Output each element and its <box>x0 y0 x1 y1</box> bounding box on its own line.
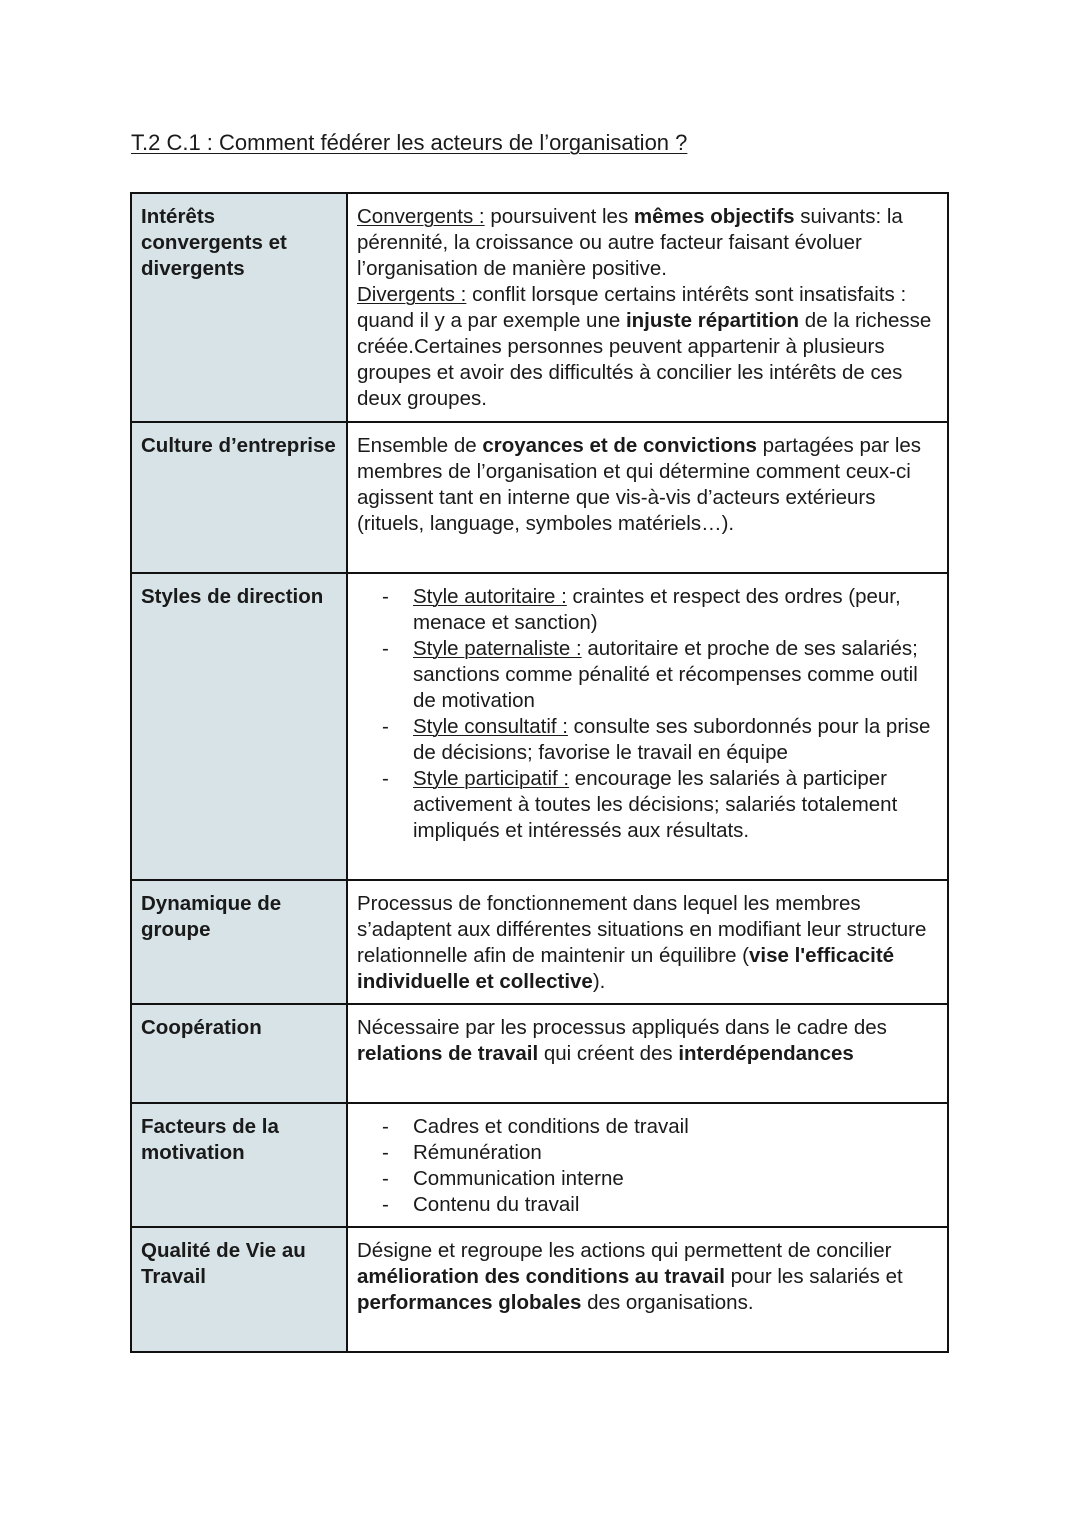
definition-cell <box>347 1103 948 1227</box>
definition-text: suivants: la pérennité, la croissance ou autre facteur faisant évoluer l’organisation de manière positive. <box>357 205 903 280</box>
definition-cell <box>347 422 948 573</box>
style-label: Style paternaliste : <box>413 637 582 660</box>
table-row <box>131 1004 948 1103</box>
definition-bold: performances globales <box>357 1291 582 1314</box>
style-text: consulte ses subordonnés pour la prise de décisions; favorise le travail en équipe <box>413 715 931 764</box>
style-text: craintes et respect des ordres (peur, menace et sanction) <box>413 585 901 634</box>
list-item: - Rémunération <box>413 1140 938 1166</box>
table-row <box>131 880 948 1004</box>
list-item: - Contenu du travail <box>413 1192 938 1218</box>
definition-text: Processus de fonctionnement dans lequel les membres s’adaptent aux différentes situations en modifiant leur structure relationnelle afin de maintenir un équilibre ( <box>357 892 927 967</box>
list-item: - Communication interne <box>413 1166 938 1192</box>
term-cell: Qualité de Vie au Travail <box>131 1227 347 1352</box>
table-row <box>131 1103 948 1227</box>
definition-text: des organisations. <box>581 1291 754 1314</box>
table-row <box>131 422 948 573</box>
definition-text: partagées par les membres de l’organisation et qui détermine comment ceux-ci agissent tant en interne que vis-à-vis d’acteurs extérieurs (rituels, language, symboles matériels…). <box>357 434 922 535</box>
definition-bold: vise l'efficacité individuelle et collective <box>357 944 895 993</box>
definition-bold: injuste répartition <box>625 309 800 332</box>
definition-text: Ensemble de <box>357 434 483 457</box>
list-item <box>413 584 938 636</box>
list-item <box>413 714 938 766</box>
table-row <box>131 1227 948 1352</box>
style-label: Style consultatif : <box>413 715 568 738</box>
definition-bold: interdépendances <box>678 1042 854 1065</box>
style-label: Style participatif : <box>413 767 570 790</box>
term-cell: Styles de direction <box>131 573 347 880</box>
list-item: - Cadres et conditions de travail <box>413 1114 938 1140</box>
definition-text: qui créent des <box>538 1042 679 1065</box>
definition-bold: amélioration des conditions au travail <box>357 1265 725 1288</box>
definition-bold: relations de travail <box>357 1042 539 1065</box>
definition-bold: croyances et de convictions <box>482 434 757 457</box>
term-cell: Dynamique de groupe <box>131 880 347 1004</box>
term-cell: Facteurs de la motivation <box>131 1103 347 1227</box>
term-cell: Culture d’entreprise <box>131 422 347 573</box>
definition-text: pour les salariés et <box>724 1265 903 1288</box>
list-item <box>413 766 938 844</box>
definition-text: de la richesse créée.Certaines personnes peuvent appartenir à plusieurs groupes et avoir des difficultés à concilier les intérêts de ces deux groupes. <box>357 309 932 410</box>
definitions-table <box>130 192 949 1353</box>
definition-cell <box>347 573 948 880</box>
style-text: encourage les salariés à participer activement à toutes les décisions; salariés totalement impliqués et intéressés aux résultats. <box>413 767 898 842</box>
table-row <box>131 193 948 422</box>
divergents-label: Divergents : <box>357 283 467 306</box>
definition-text: Désigne et regroupe les actions qui permettent de concilier <box>357 1239 892 1262</box>
motivation-factors-list <box>357 1114 938 1218</box>
direction-styles-list <box>357 584 938 844</box>
definition-text: ). <box>592 970 606 993</box>
definition-bold: mêmes objectifs <box>633 205 795 228</box>
convergents-label: Convergents : <box>357 205 485 228</box>
table-row <box>131 573 948 880</box>
definition-cell <box>347 1227 948 1352</box>
definition-text: Nécessaire par les processus appliqués dans le cadre des <box>357 1016 887 1039</box>
page-title: T.2 C.1 : Comment fédérer les acteurs de l’organisation ? <box>131 130 688 155</box>
definition-cell <box>347 193 948 422</box>
term-cell: Intérêts convergents et divergents <box>131 193 347 422</box>
term-cell: Coopération <box>131 1004 347 1103</box>
definition-text: poursuivent les <box>484 205 634 228</box>
style-text: autoritaire et proche de ses salariés; sanctions comme pénalité et récompenses comme outil de motivation <box>413 637 918 712</box>
definition-cell <box>347 1004 948 1103</box>
definition-cell <box>347 880 948 1004</box>
list-item <box>413 636 938 714</box>
style-label: Style autoritaire : <box>413 585 567 608</box>
definition-text: conflit lorsque certains intérêts sont insatisfaits : quand il y a par exemple une <box>357 283 907 332</box>
